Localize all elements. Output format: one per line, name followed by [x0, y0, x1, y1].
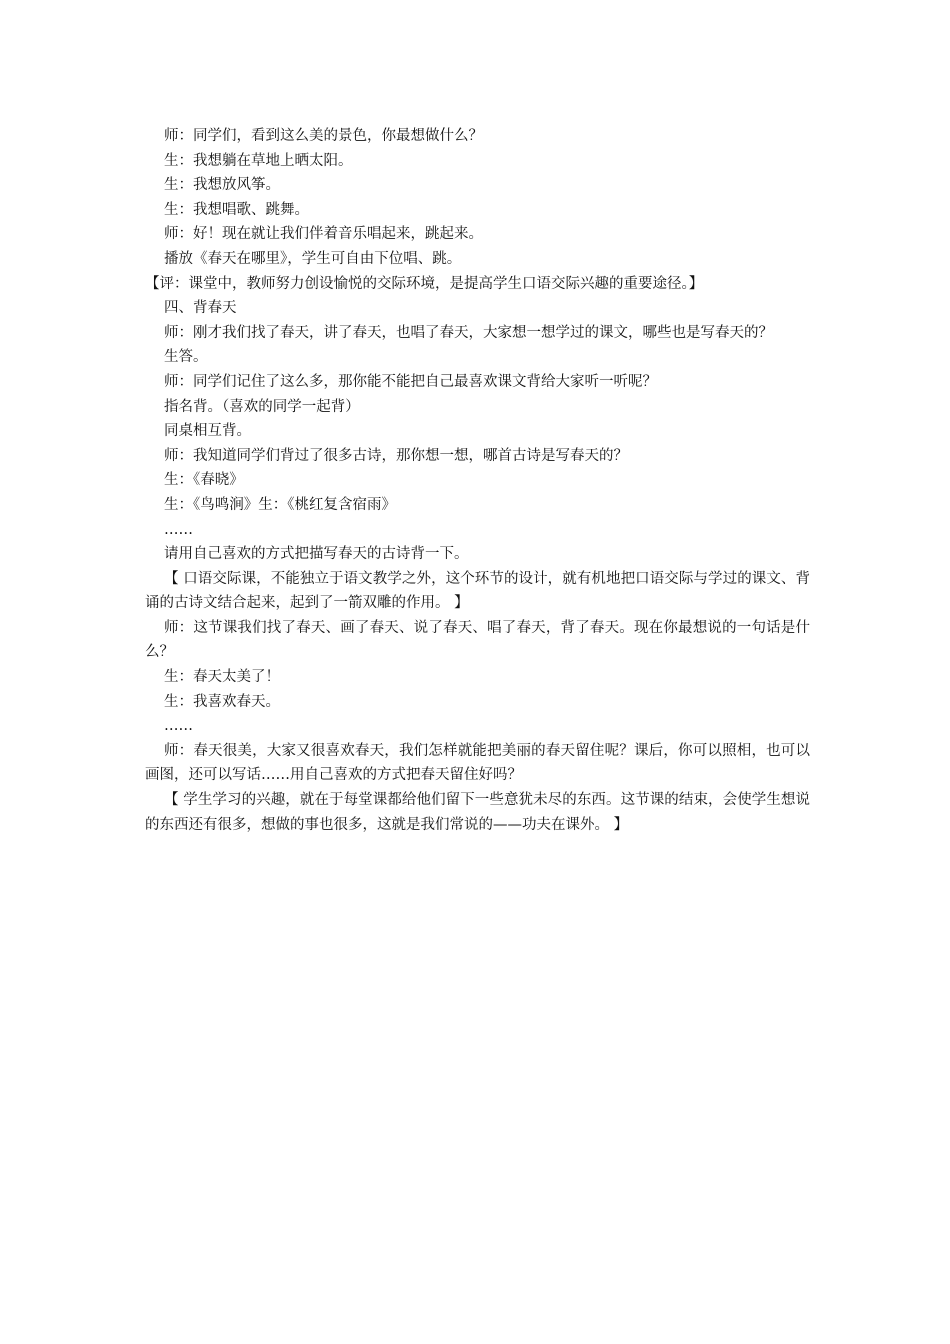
- ellipsis-2: ……: [164, 718, 193, 735]
- paragraph-12: 指名背。（喜欢的同学一起背）: [164, 398, 360, 415]
- paragraph-9: 师：刚才我们找了春天，讲了春天，也唱了春天，大家想一想学过的课文，哪些也是写春天的？: [164, 324, 773, 341]
- paragraph-6: 播放《春天在哪里》，学生可自由下位唱、跳。: [164, 250, 462, 267]
- paragraph-3: 生：我想放风筝。: [164, 177, 280, 194]
- paragraph-22: 生：我喜欢春天。: [164, 693, 280, 710]
- paragraph-10: 生答。: [164, 349, 208, 366]
- paragraph-13: 同桌相互背。: [164, 423, 251, 440]
- paragraph-14: 师：我知道同学们背过了很多古诗，那你想一想，哪首古诗是写春天的？: [164, 447, 628, 464]
- comment-paragraph-1: 【评：课堂中，教师努力创设愉悦的交际环境，是提高学生口语交际兴趣的重要途径。】: [145, 275, 704, 292]
- paragraph-16: 生：《鸟鸣涧》生：《桃红复含宿雨》: [164, 496, 396, 513]
- section-heading: 四、背春天: [164, 300, 237, 317]
- paragraph-2: 生：我想躺在草地上晒太阳。: [164, 152, 353, 169]
- paragraph-24: 师：春天很美，大家又很喜欢春天，我们怎样就能把美丽的春天留住呢？课后，你可以照相，也可以画图，还可以写话……用自己喜欢的方式把春天留住好吗？: [145, 742, 810, 784]
- paragraph-1: 师：同学们，看到这么美的景色，你最想做什么？: [164, 128, 483, 144]
- paragraph-21: 生：春天太美了！: [164, 669, 280, 686]
- paragraph-11: 师：同学们记住了这么多，那你能不能把自己最喜欢课文背给大家听一听呢？: [164, 373, 657, 390]
- paragraph-5: 师：好！现在就让我们伴着音乐唱起来，跳起来。: [164, 226, 483, 243]
- paragraph-20: 师：这节课我们找了春天、画了春天、说了春天、唱了春天，背了春天。现在你最想说的一句话是什么？: [145, 619, 810, 661]
- paragraph-18: 请用自己喜欢的方式把描写春天的古诗背一下。: [164, 546, 469, 563]
- ellipsis-1: ……: [164, 521, 193, 538]
- comment-paragraph-3: 【 学生学习的兴趣，就在于每堂课都给他们留下一些意犹未尽的东西。这节课的结束，会使学生想说的东西还有很多，想做的事也很多，这就是我们常说的——功夫在课外。 】: [145, 792, 810, 833]
- comment-paragraph-2: 【 口语交际课，不能独立于语文教学之外，这个环节的设计，就有机地把口语交际与学过的课文、背诵的古诗文结合起来，起到了一箭双雕的作用。 】: [145, 570, 810, 612]
- paragraph-4: 生：我想唱歌、跳舞。: [164, 201, 309, 218]
- document-body: [145, 124, 810, 837]
- paragraph-15: 生：《春晓》: [164, 472, 244, 489]
